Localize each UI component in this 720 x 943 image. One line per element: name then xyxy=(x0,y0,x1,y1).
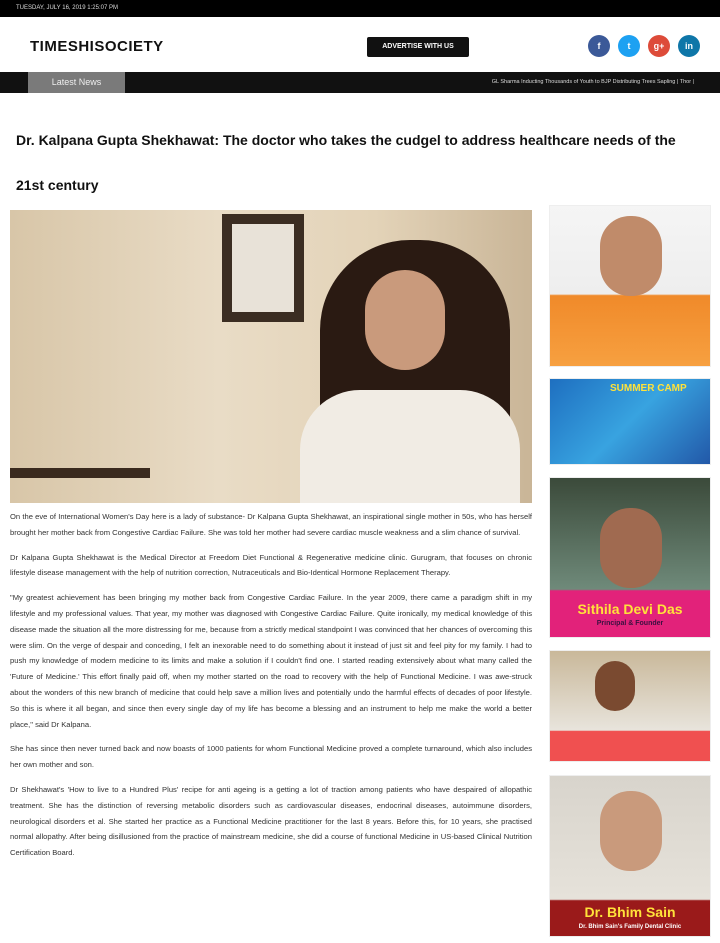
sidebar-ad-1[interactable] xyxy=(549,205,711,367)
article-body xyxy=(10,509,532,870)
side-table xyxy=(10,468,150,478)
sidebar-ad-3[interactable] xyxy=(549,650,711,762)
paragraph: She has since then never turned back and now boasts of 1000 patients for whom Functional Medicine proved a complete turnaround, which also includes her own mother and son. xyxy=(10,744,532,770)
facebook-icon[interactable]: f xyxy=(588,35,610,57)
paragraph: On the eve of International Women's Day here is a lady of substance- Dr Kalpana Gupta Shekhawat, an inspirational single mother in 50s, who has herself brought her mother back from Congestive Cardiac Failure. She was told her mother had severe cardiac muscle weakness and a slim chance of survival. xyxy=(10,512,532,537)
site-logo[interactable]: TIMESHISOCIETY xyxy=(30,38,164,55)
linkedin-icon[interactable]: in xyxy=(678,35,700,57)
portrait-face xyxy=(365,270,445,370)
ad-name: Sithila Devi Das xyxy=(577,601,683,617)
ad-subtitle: Dr. Bhim Sain's Family Dental Clinic xyxy=(578,924,682,930)
article-hero-image xyxy=(10,210,532,503)
news-ticker[interactable]: GL Sharma Inducting Thousands of Youth to BJP Distributing Trees Sapling | Thor | xyxy=(491,79,694,85)
ad-name: Dr. Bhim Sain xyxy=(584,904,676,920)
portrait-face xyxy=(595,661,635,711)
twitter-icon[interactable]: t xyxy=(618,35,640,57)
portrait-face xyxy=(600,216,662,296)
top-bar xyxy=(0,0,720,17)
paragraph: Dr Shekhawat's 'How to live to a Hundred Plus' recipe for anti ageing is a getting a lot of traction among patients who have despaired of allopathic treatment. She has the distinction of reversing metabolic disorders such as cardiovascular diseases, endocrinal diseases, autoimmune disorders, neurological disorders et al. She started her practice as a Functional Medicine practitioner for the last 8 years. Before this, for 10 years, she practised normal allopathy. After being disillusioned from the practice of mainstream medicine, she did a course of functional Medicine in US-based Clinical Nutrition Certification Board. xyxy=(10,784,532,858)
portrait-body xyxy=(300,390,520,503)
sidebar-ad-summer-camp[interactable] xyxy=(549,378,711,465)
portrait-face xyxy=(600,508,662,588)
ad-title: SUMMER CAMP xyxy=(610,383,687,394)
latest-news-bar xyxy=(0,72,720,93)
sidebar-ad-sithila[interactable] xyxy=(549,477,711,638)
paragraph: "My greatest achievement has been bringing my mother back from Congestive Cardiac Failure. In the year 2009, there came a paradigm shift in my lifestyle and my professional values. That year, my mother was diagnosed with Congestive Cardiac Failure. Quite ironically, my medical knowledge of this disease made the situation all the more distressing for me, because from a strictly medical standpoint I was convinced that her chances of overcoming this were slim. On the verge of despair and conceding, I felt an inexorable need to do something about it instead of just sit and feel pity for my family. I had to push my knowledge of modern medicine to its limits and make a solution if I couldn't find one. I started reading extensively about what many called the 'Future of Medicine.' This effort finally paid off, when my mother started on the road to recovery with the help of Functional Medicine. I was awe-struck about the wonders of this new branch of medicine that could help save a million lives and potentially undo the harmful effects of decades of poor lifestyle. So this is where it all began, and since then every single day of my life has become a blessing and an instrument to help me make the world a better place," said Dr Kalpana. xyxy=(10,593,532,729)
date-time: TUESDAY, JULY 16, 2019 1:25:07 PM xyxy=(16,5,118,11)
ad-subtitle: Principal & Founder xyxy=(596,620,664,627)
wall-frame xyxy=(222,214,304,322)
google-plus-icon[interactable]: g+ xyxy=(648,35,670,57)
advertise-button[interactable]: ADVERTISE WITH US xyxy=(367,37,469,57)
portrait-face xyxy=(600,791,662,871)
latest-news-label: Latest News xyxy=(28,72,125,93)
article-title: Dr. Kalpana Gupta Shekhawat: The doctor who takes the cudgel to address healthcare needs of the 21st century xyxy=(16,132,676,193)
site-header xyxy=(0,17,720,72)
sidebar-ad-bhim-sain[interactable] xyxy=(549,775,711,937)
paragraph: Dr Kalpana Gupta Shekhawat is the Medical Director at Freedom Diet Functional & Regenerative medicine clinic. Gurugram, that focuses on chronic lifestyle disease management with the help of nutrition correction, Nutraceuticals and Bio-Identical Hormone Replacement Therapy. xyxy=(10,552,532,578)
